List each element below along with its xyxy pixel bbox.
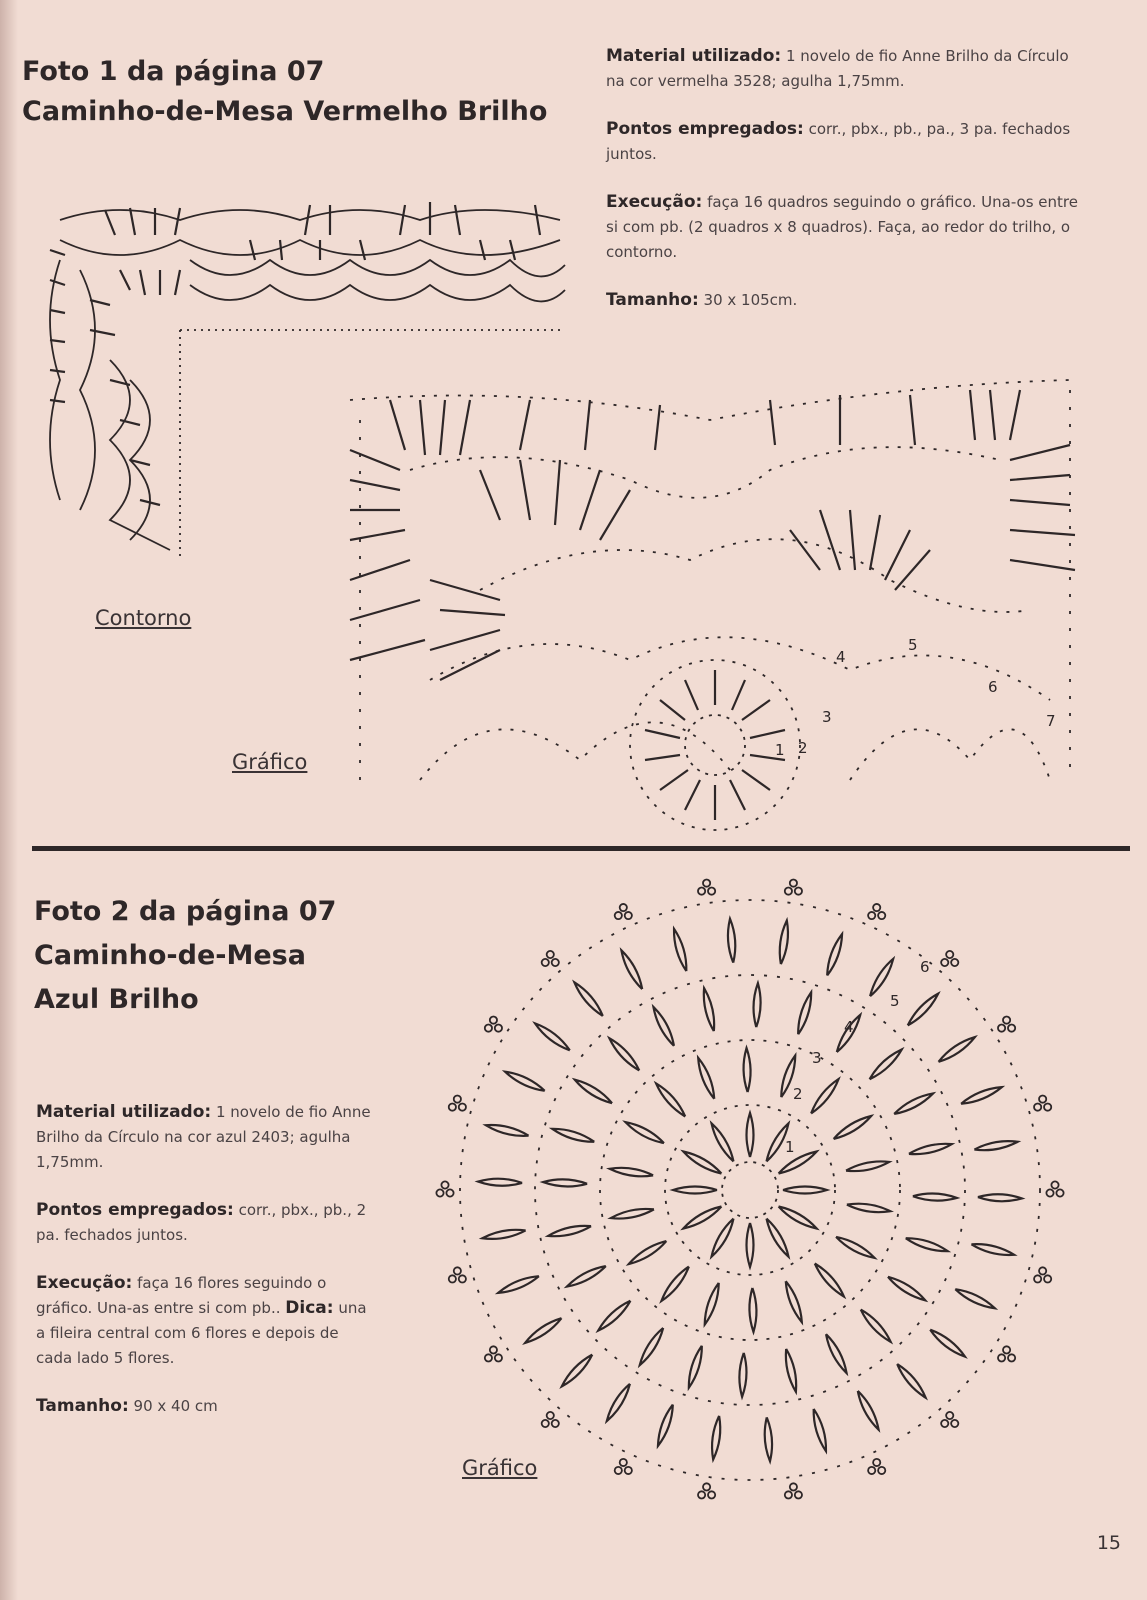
picot-loop bbox=[449, 1275, 456, 1282]
petal-stitch bbox=[811, 1079, 838, 1113]
petal-stitch bbox=[870, 959, 893, 996]
picot-loop bbox=[625, 1467, 632, 1474]
tamanho-text: 90 x 40 cm bbox=[133, 1397, 218, 1415]
picot-loop bbox=[615, 1467, 622, 1474]
petal-stitch bbox=[749, 1288, 756, 1332]
picot-loop bbox=[449, 1103, 456, 1110]
petal-stitch bbox=[779, 1207, 817, 1229]
petal-stitch bbox=[786, 1281, 802, 1322]
picot-loop bbox=[878, 912, 885, 919]
petal-stitch bbox=[683, 1152, 721, 1174]
petal-stitch bbox=[661, 1267, 688, 1301]
picot-loop bbox=[708, 1491, 715, 1498]
petal-stitch bbox=[974, 1141, 1017, 1150]
picot-loop bbox=[708, 888, 715, 895]
picot-loop bbox=[785, 1491, 792, 1498]
picot-loop bbox=[547, 1412, 554, 1419]
picot-loop bbox=[785, 888, 792, 895]
petal-stitch bbox=[906, 1238, 948, 1251]
round-number-2: 2 bbox=[793, 1085, 803, 1103]
section2-title-line1: Foto 2 da página 07 bbox=[34, 896, 337, 927]
petal-stitch bbox=[861, 1310, 891, 1342]
grafico2-round-numbers bbox=[785, 958, 930, 1156]
petal-stitch bbox=[780, 921, 788, 965]
round-number-1: 1 bbox=[785, 1138, 795, 1156]
picot-loop bbox=[620, 1459, 627, 1466]
picot-loop bbox=[615, 912, 622, 919]
picot-loop bbox=[998, 1025, 1005, 1032]
grafico1-round-numbers bbox=[775, 636, 1056, 759]
round-number-4: 4 bbox=[836, 648, 846, 666]
petal-stitch bbox=[567, 1266, 606, 1287]
section1-tamanho bbox=[606, 288, 1086, 313]
petal-stitch bbox=[625, 1122, 664, 1143]
section1-material bbox=[606, 44, 1086, 94]
picot-loop bbox=[703, 880, 710, 887]
picot-loop bbox=[436, 1189, 443, 1196]
picot-loop bbox=[698, 1491, 705, 1498]
grafico2-caption: Gráfico bbox=[462, 1456, 538, 1480]
execucao-text-1: faça 16 flores seguindo o gráfico. Una-as entre si com pb.. bbox=[36, 1274, 327, 1317]
dica-label: Dica: bbox=[285, 1298, 334, 1318]
picot-loop bbox=[446, 1189, 453, 1196]
petal-stitch bbox=[658, 1405, 673, 1446]
petal-stitch bbox=[961, 1087, 1002, 1104]
petal-stitch bbox=[939, 1037, 975, 1062]
petal-stitch bbox=[908, 994, 938, 1026]
picot-loop bbox=[873, 904, 880, 911]
tamanho-label: Tamanho: bbox=[36, 1396, 129, 1416]
tamanho-label: Tamanho: bbox=[606, 290, 699, 310]
petal-stitch bbox=[870, 1049, 902, 1079]
grafico2-petals bbox=[478, 919, 1022, 1462]
petal-stitch bbox=[574, 982, 602, 1016]
petal-stitch bbox=[674, 929, 686, 971]
section1-title bbox=[22, 52, 547, 132]
picot-loop bbox=[1008, 1354, 1015, 1361]
petal-stitch bbox=[888, 1277, 925, 1300]
petal-stitch bbox=[814, 1409, 826, 1451]
petal-stitch bbox=[747, 1223, 754, 1267]
round-number-4: 4 bbox=[844, 1018, 854, 1036]
petal-stitch bbox=[610, 1168, 654, 1176]
petal-stitch bbox=[827, 934, 842, 975]
petal-stitch bbox=[798, 992, 811, 1034]
petal-stitch bbox=[629, 1241, 667, 1264]
pontos-text: corr., pbx., pb., 2 pa. fechados juntos. bbox=[36, 1201, 367, 1244]
page-gutter-shadow bbox=[0, 0, 18, 1600]
pontos-text: corr., pbx., pb., pa., 3 pa. fechados juntos. bbox=[606, 120, 1071, 163]
picot-loop bbox=[454, 1267, 461, 1274]
petal-stitch bbox=[836, 1237, 875, 1258]
picot-loop bbox=[547, 951, 554, 958]
section1-execucao bbox=[606, 190, 1086, 265]
petal-stitch bbox=[486, 1125, 529, 1136]
petal-stitch bbox=[611, 1209, 654, 1219]
execucao-label: Execução: bbox=[36, 1273, 133, 1293]
tamanho-text: 30 x 105cm. bbox=[703, 291, 798, 309]
picot-loop bbox=[941, 959, 948, 966]
section2-title-line3: Azul Brilho bbox=[34, 984, 199, 1015]
grafico2-picots bbox=[436, 880, 1063, 1499]
picot-loop bbox=[490, 1346, 497, 1353]
petal-stitch bbox=[834, 1116, 872, 1139]
picot-loop bbox=[878, 1467, 885, 1474]
section1-pontos bbox=[606, 117, 1086, 167]
grafico2-diagram bbox=[420, 860, 1100, 1520]
picot-loop bbox=[790, 880, 797, 887]
section-divider bbox=[32, 846, 1130, 851]
round-number-3: 3 bbox=[812, 1049, 822, 1067]
petal-stitch bbox=[847, 1204, 891, 1212]
picot-loop bbox=[620, 904, 627, 911]
petal-stitch bbox=[653, 1007, 674, 1046]
petal-stitch bbox=[673, 1187, 717, 1194]
picot-loop bbox=[868, 912, 875, 919]
petal-stitch bbox=[535, 1023, 570, 1050]
picot-loop bbox=[698, 888, 705, 895]
picot-loop bbox=[552, 1420, 559, 1427]
petal-stitch bbox=[712, 1416, 720, 1460]
petal-stitch bbox=[575, 1080, 612, 1103]
petal-stitch bbox=[640, 1328, 663, 1365]
petal-stitch bbox=[712, 1219, 734, 1257]
grafico1-chain-loops bbox=[350, 380, 1070, 830]
picot-loop bbox=[868, 1467, 875, 1474]
petal-stitch bbox=[894, 1093, 933, 1114]
petal-stitch bbox=[913, 1194, 957, 1201]
round-number-6: 6 bbox=[988, 678, 998, 696]
picot-loop bbox=[1044, 1103, 1051, 1110]
execucao-label: Execução: bbox=[606, 192, 703, 212]
picot-loop bbox=[1003, 1346, 1010, 1353]
section2-tamanho bbox=[36, 1394, 376, 1419]
section2-title-line2: Caminho-de-Mesa bbox=[34, 940, 306, 971]
petal-stitch bbox=[698, 1058, 714, 1099]
round-number-1: 1 bbox=[775, 741, 785, 759]
petal-stitch bbox=[786, 1349, 796, 1392]
picot-loop bbox=[1034, 1103, 1041, 1110]
picot-loop bbox=[542, 1420, 549, 1427]
picot-loop bbox=[951, 1420, 958, 1427]
picot-loop bbox=[1051, 1181, 1058, 1188]
petal-stitch bbox=[552, 1129, 594, 1142]
petal-stitch bbox=[562, 1355, 592, 1387]
petal-stitch bbox=[783, 1187, 827, 1194]
execucao-text-2: una a fileira central com 6 flores e depois de cada lado 5 flores. bbox=[36, 1299, 367, 1367]
round-number-3: 3 bbox=[822, 708, 832, 726]
section2-info bbox=[36, 1100, 376, 1442]
section2-material bbox=[36, 1100, 376, 1175]
picot-loop bbox=[946, 1412, 953, 1419]
petal-stitch bbox=[826, 1334, 847, 1373]
petal-stitch bbox=[765, 1417, 772, 1461]
petal-stitch bbox=[712, 1123, 734, 1161]
section1-title-line2: Caminho-de-Mesa Vermelho Brilho bbox=[22, 96, 548, 127]
material-label: Material utilizado: bbox=[606, 46, 782, 66]
picot-loop bbox=[1008, 1025, 1015, 1032]
petal-stitch bbox=[971, 1244, 1014, 1255]
picot-loop bbox=[459, 1275, 466, 1282]
petal-stitch bbox=[909, 1144, 952, 1154]
grafico1-diagram bbox=[330, 360, 1090, 840]
picot-loop bbox=[485, 1025, 492, 1032]
picot-loop bbox=[998, 1354, 1005, 1361]
contorno-caption: Contorno bbox=[95, 606, 192, 630]
picot-loop bbox=[790, 1483, 797, 1490]
picot-loop bbox=[873, 1459, 880, 1466]
picot-loop bbox=[485, 1354, 492, 1361]
petal-stitch bbox=[505, 1072, 545, 1091]
petal-stitch bbox=[548, 1226, 591, 1236]
picot-loop bbox=[542, 959, 549, 966]
petal-stitch bbox=[607, 1384, 630, 1421]
picot-loop bbox=[490, 1017, 497, 1024]
picot-loop bbox=[459, 1103, 466, 1110]
section1-title-line1: Foto 1 da página 07 bbox=[22, 56, 325, 87]
picot-loop bbox=[941, 1420, 948, 1427]
petal-stitch bbox=[621, 950, 642, 989]
petal-stitch bbox=[767, 1219, 789, 1257]
petal-stitch bbox=[478, 1179, 522, 1186]
picot-loop bbox=[1039, 1267, 1046, 1274]
picot-loop bbox=[495, 1354, 502, 1361]
round-number-2: 2 bbox=[798, 739, 808, 757]
section2-title bbox=[34, 890, 336, 1022]
material-text: 1 novelo de fio Anne Brilho da Círculo na cor vermelha 3528; agulha 1,75mm. bbox=[606, 47, 1069, 90]
petal-stitch bbox=[609, 1038, 639, 1070]
picot-loop bbox=[625, 912, 632, 919]
petal-stitch bbox=[705, 1283, 719, 1325]
petal-stitch bbox=[744, 1048, 751, 1092]
pontos-label: Pontos empregados: bbox=[606, 119, 804, 139]
round-number-6: 6 bbox=[920, 958, 930, 976]
picot-loop bbox=[1044, 1275, 1051, 1282]
petal-stitch bbox=[525, 1318, 561, 1343]
petal-stitch bbox=[846, 1161, 889, 1171]
material-label: Material utilizado: bbox=[36, 1102, 212, 1122]
picot-loop bbox=[795, 1491, 802, 1498]
petal-stitch bbox=[858, 1391, 879, 1430]
picot-loop bbox=[441, 1181, 448, 1188]
petal-stitch bbox=[482, 1230, 525, 1239]
petal-stitch bbox=[704, 988, 714, 1031]
grafico1-caption: Gráfico bbox=[232, 750, 308, 774]
petal-stitch bbox=[930, 1330, 965, 1357]
petal-stitch bbox=[754, 983, 761, 1027]
petal-stitch bbox=[543, 1179, 587, 1186]
petal-stitch bbox=[683, 1207, 721, 1229]
material-text: 1 novelo de fio Anne Brilho da Círculo na cor azul 2403; agulha 1,75mm. bbox=[36, 1103, 371, 1171]
grafico2-chain-rings bbox=[460, 900, 1040, 1480]
round-number-7: 7 bbox=[1046, 712, 1056, 730]
petal-stitch bbox=[978, 1194, 1022, 1201]
page-number: 15 bbox=[1096, 1532, 1121, 1554]
picot-loop bbox=[1046, 1189, 1053, 1196]
section2-execucao bbox=[36, 1271, 376, 1371]
picot-loop bbox=[1056, 1189, 1063, 1196]
picot-loop bbox=[454, 1095, 461, 1102]
pontos-label: Pontos empregados: bbox=[36, 1200, 234, 1220]
petal-stitch bbox=[747, 1113, 754, 1157]
picot-loop bbox=[1034, 1275, 1041, 1282]
petal-stitch bbox=[815, 1264, 844, 1297]
round-number-5: 5 bbox=[890, 992, 900, 1010]
picot-loop bbox=[703, 1483, 710, 1490]
picot-loop bbox=[1039, 1095, 1046, 1102]
picot-loop bbox=[552, 959, 559, 966]
petal-stitch bbox=[739, 1353, 746, 1397]
picot-loop bbox=[495, 1025, 502, 1032]
petal-stitch bbox=[656, 1083, 685, 1116]
petal-stitch bbox=[728, 919, 735, 963]
petal-stitch bbox=[955, 1289, 995, 1308]
petal-stitch bbox=[897, 1364, 925, 1398]
execucao-text: faça 16 quadros seguindo o gráfico. Una-os entre si com pb. (2 quadros x 8 quadros). Faça, ao redor do trilho, o contorno. bbox=[606, 193, 1078, 261]
picot-loop bbox=[795, 888, 802, 895]
section1-info bbox=[606, 44, 1086, 336]
petal-stitch bbox=[498, 1276, 539, 1293]
picot-loop bbox=[946, 951, 953, 958]
petal-stitch bbox=[598, 1301, 630, 1331]
picot-loop bbox=[951, 959, 958, 966]
picot-loop bbox=[1003, 1017, 1010, 1024]
round-number-5: 5 bbox=[908, 636, 918, 654]
petal-stitch bbox=[689, 1346, 702, 1388]
section2-pontos bbox=[36, 1198, 376, 1248]
